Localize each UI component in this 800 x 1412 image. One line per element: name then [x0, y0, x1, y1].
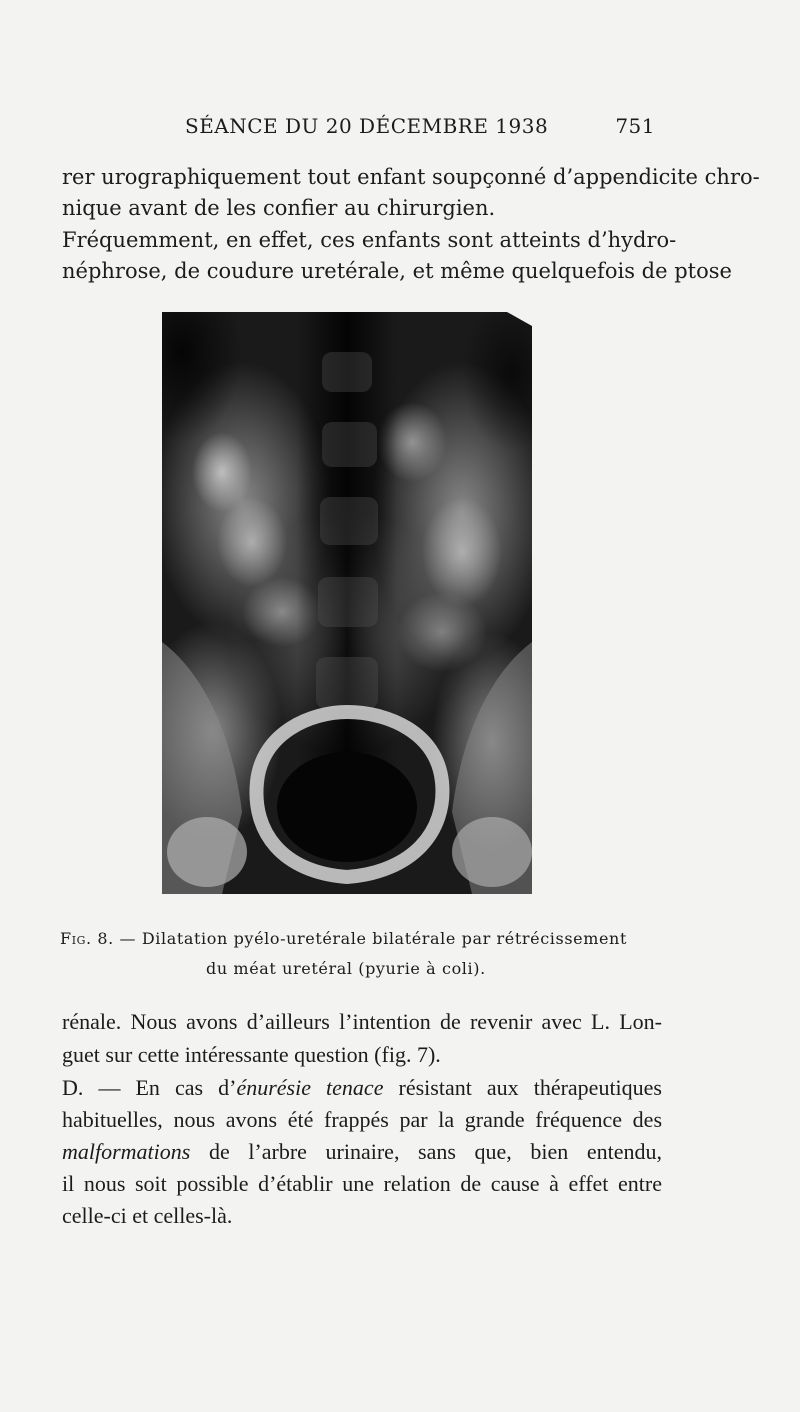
paragraph-4 [62, 1072, 662, 1232]
text-line: nique avant de les confier au chirurgien. [62, 196, 496, 220]
text-run: D. — En cas d’ [62, 1075, 237, 1100]
italic-term: énurésie tenace [236, 1075, 384, 1100]
paragraph-1 [62, 162, 760, 224]
xray-image [162, 312, 532, 894]
text-run: de l’arbre urinaire, sans que, bien entendu, [190, 1139, 662, 1164]
text-line [62, 1136, 662, 1168]
text-line: rénale. Nous avons d’ailleurs l’intention de revenir avec L. Lon- [62, 1009, 662, 1034]
italic-term: malformations [62, 1139, 191, 1164]
figure-caption [60, 924, 660, 984]
caption-line-1 [60, 924, 660, 954]
text-line: guet sur cette intéressante question (fig. 7). [62, 1042, 441, 1067]
running-title: SÉANCE DU 20 DÉCEMBRE 1938 [185, 114, 549, 138]
page-number: 751 [615, 114, 655, 138]
text-line: rer urographiquement tout enfant soupçonné d’appendicite chro- [62, 165, 760, 189]
caption-text-1: — Dilatation pyélo-uretérale bilatérale par rétrécissement [113, 929, 627, 948]
text-line: celle-ci et celles-là. [62, 1203, 233, 1228]
text-line: habituelles, nous avons été frappés par la grande fréquence des [62, 1107, 662, 1132]
xray-figure [162, 312, 532, 894]
caption-line-2: du méat uretéral (pyurie à coli). [206, 959, 486, 978]
running-header [185, 114, 655, 144]
paragraph-3 [62, 1005, 662, 1071]
text-line: Fréquemment, en effet, ces enfants sont atteints d’hydro- [62, 228, 677, 252]
text-line [62, 1072, 662, 1104]
paragraph-2 [62, 225, 732, 287]
text-line: il nous soit possible d’établir une relation de cause à effet entre [62, 1171, 662, 1196]
text-run: résistant aux thérapeutiques [383, 1075, 662, 1100]
figure-label: Fig. 8. [60, 929, 114, 948]
text-line: néphrose, de coudure uretérale, et même quelquefois de ptose [62, 259, 732, 283]
